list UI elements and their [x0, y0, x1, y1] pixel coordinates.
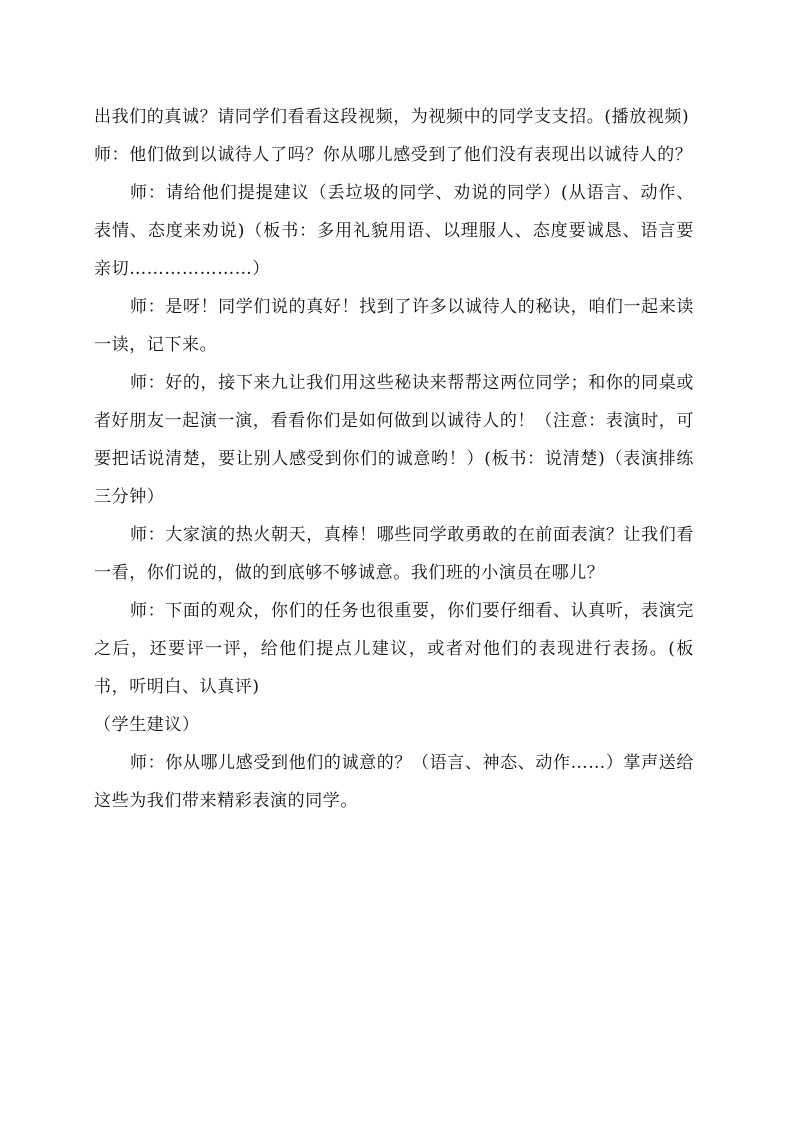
paragraph-9: 师：你从哪儿感受到他们的诚意的？（语言、神态、动作……）掌声送给这些为我们带来精彩表演的同学。 — [94, 753, 694, 811]
paragraph-4: 师：是呀！同学们说的真好！找到了许多以诚待人的秘诀，咱们一起来读一读，记下来。 — [94, 297, 694, 355]
paragraph-3: 师：请给他们提提建议（丢垃圾的同学、劝说的同学）(从语言、动作、表情、态度来劝说)（板书：多用礼貌用语、以理服人、态度要诚恳、语言要亲切…………………） — [94, 183, 694, 279]
document-body — [94, 98, 694, 820]
paragraph-8: （学生建议） — [94, 715, 200, 735]
paragraph-5: 师：好的，接下来九让我们用这些秘诀来帮帮这两位同学；和你的同桌或者好朋友一起演一演，看看你们是如何做到以诚待人的！（注意：表演时，可要把话说清楚，要让别人感受到你们的诚意哟！）(板书：说清楚)（表演排练三分钟） — [94, 373, 694, 507]
paragraph-7: 师：下面的观众，你们的任务也很重要，你们要仔细看、认真听，表演完之后，还要评一评，给他们提点儿建议，或者对他们的表现进行表扬。(板书，听明白、认真评) — [94, 601, 694, 697]
paragraph-6: 师：大家演的热火朝天，真棒！哪些同学敢勇敢的在前面表演？让我们看一看，你们说的，做的到底够不够诚意。我们班的小演员在哪儿？ — [94, 525, 694, 583]
paragraph-2: 师：他们做到以诚待人了吗？你从哪儿感受到了他们没有表现出以诚待人的？ — [94, 145, 693, 165]
paragraph-1: 出我们的真诚？请同学们看看这段视频，为视频中的同学支支招。(播放视频) — [94, 107, 690, 127]
